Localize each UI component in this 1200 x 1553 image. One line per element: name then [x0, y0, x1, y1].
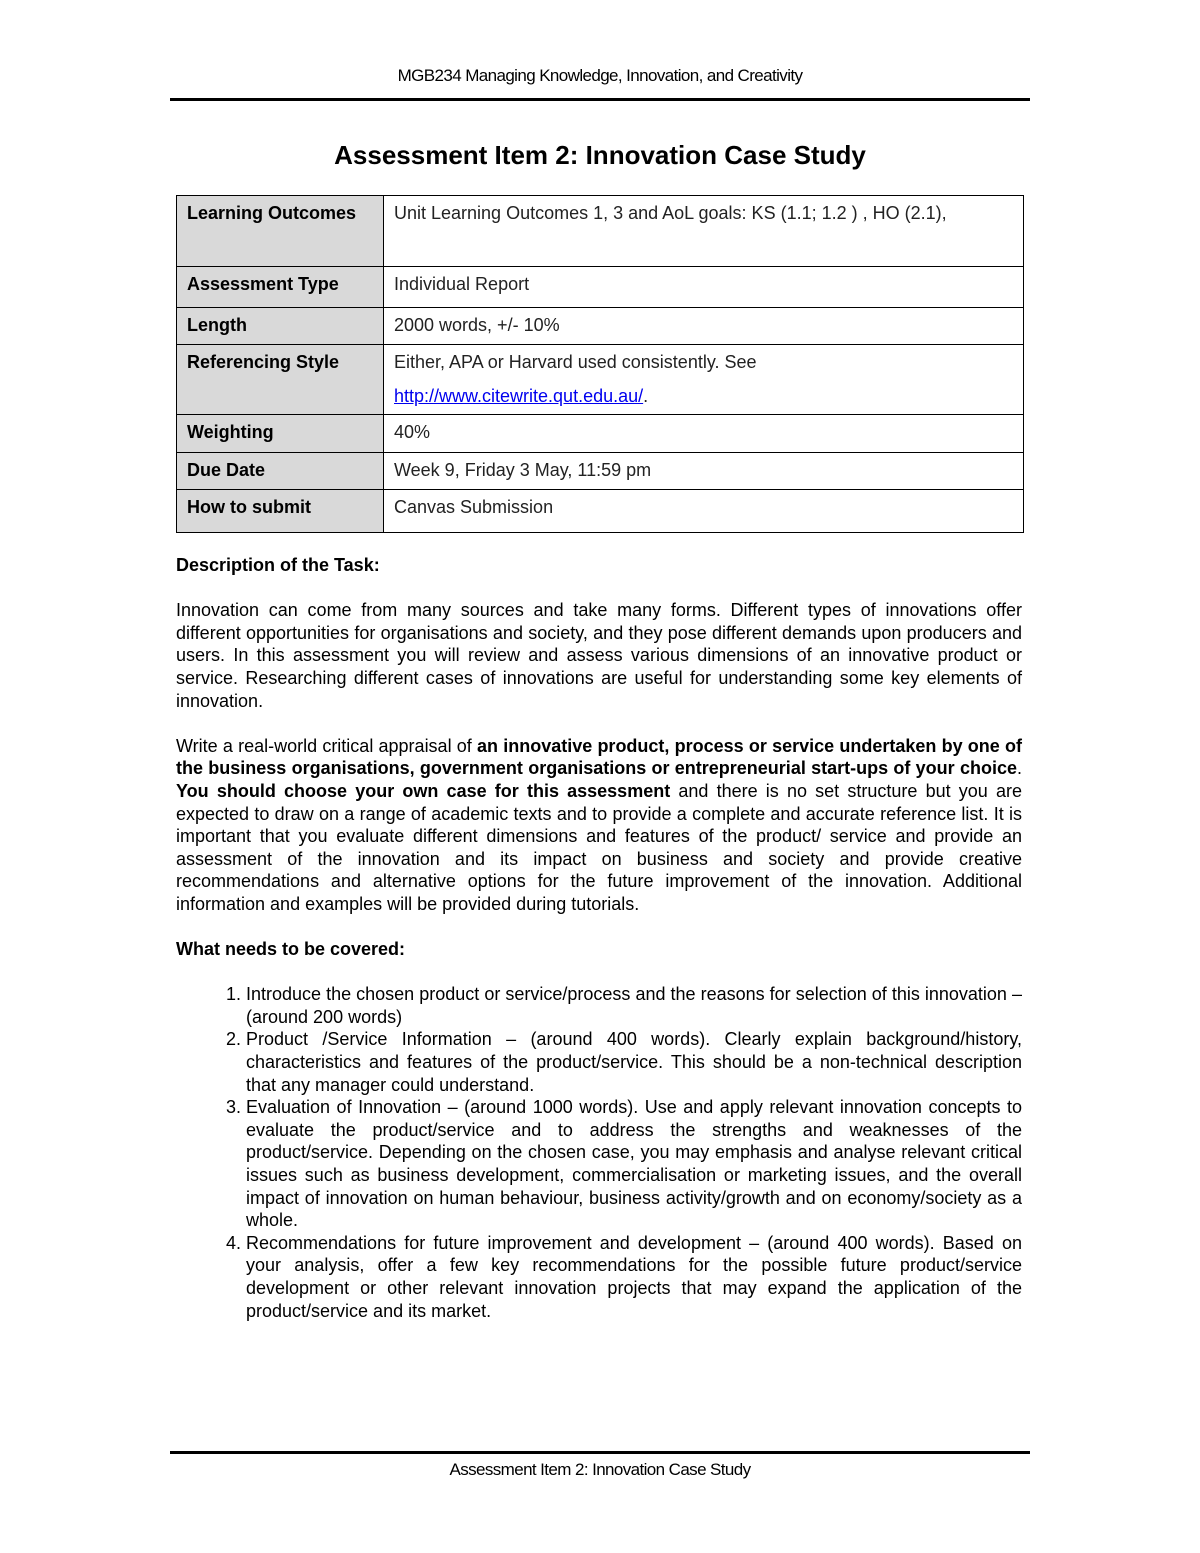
document-title: Assessment Item 2: Innovation Case Study: [334, 140, 866, 170]
coverage-heading: What needs to be covered:: [176, 939, 406, 960]
assessment-info-table: [176, 195, 1024, 533]
page-header: MGB234 Managing Knowledge, Innovation, and Creativity: [397, 66, 803, 85]
para2-mid: .: [1016, 758, 1022, 779]
list-item: 1. Introduce the chosen product or service/process and the reasons for selection of this innovation – (around 200 words): [246, 983, 1022, 1028]
description-heading: Description of the Task:: [176, 555, 380, 575]
row-label: Learning Outcomes: [177, 196, 384, 267]
description-paragraph-1: Innovation can come from many sources and take many forms. Different types of innovations offer different opportunities for organisations and society, and they pose different demands upon producers and users. In this assessment you will review and assess various dimensions of an innovative product or service. Researching different cases of innovations are useful for understanding some key elements of innovation.: [176, 600, 1022, 711]
link-suffix: .: [643, 386, 649, 406]
row-value: Individual Report: [384, 267, 1024, 308]
row-label: Length: [177, 308, 384, 345]
row-label: Due Date: [177, 453, 384, 490]
row-value: 40%: [384, 415, 1024, 453]
row-label: How to submit: [177, 490, 384, 533]
page-footer: Assessment Item 2: Innovation Case Study: [449, 1460, 751, 1479]
header-rule: [170, 98, 1030, 101]
row-value: [384, 345, 1024, 415]
table-row: [177, 415, 1024, 453]
row-value: Unit Learning Outcomes 1, 3 and AoL goals: KS (1.1; 1.2 ) , HO (2.1),: [384, 196, 1024, 267]
list-item: 2. Product /Service Information – (around 400 words). Clearly explain background/history, characteristics and features of the product/service. This should be a non-technical description that any manager could understand.: [246, 1028, 1022, 1096]
citewrite-link[interactable]: http://www.citewrite.qut.edu.au/: [394, 386, 644, 406]
row-label: Weighting: [177, 415, 384, 453]
para2-end: and there is no set structure but you are expected to draw on a range of academic texts and to provide a complete and accurate reference list. It is important that you evaluate different dimensions and features of the product/ service and provide an assessment of the innovation and its impact on business and society and provide creative recommendations and alternative options for the future improvement of the innovation. Additional information and examples will be provided during tutorials.: [176, 780, 1022, 914]
row-value: Canvas Submission: [384, 490, 1024, 533]
para2-start: Write a real-world critical appraisal of: [176, 735, 477, 756]
description-paragraph-2: [176, 735, 1022, 916]
table-row: [177, 308, 1024, 345]
row-value: 2000 words, +/- 10%: [384, 308, 1024, 345]
table-row: [177, 267, 1024, 308]
table-row: [177, 196, 1024, 267]
para2-bold-2: You should choose your own case for this assessment: [176, 780, 671, 801]
list-item: 4. Recommendations for future improvement and development – (around 400 words). Based on your analysis, offer a few key recommendations for the possible future product/service development or other relevant innovation projects that may expand the application of the product/service and its market.: [246, 1232, 1022, 1322]
list-item: 3. Evaluation of Innovation – (around 1000 words). Use and apply relevant innovation concepts to evaluate the product/service and to address the strengths and weaknesses of the product/service. Depending on the chosen case, you may emphasis and analyse relevant critical issues such as business development, commercialisation or marketing issues, and the overall impact of innovation on human behaviour, business activity/growth and on economy/society as a whole.: [246, 1096, 1022, 1232]
table-row: [177, 345, 1024, 415]
task-body: [176, 554, 1022, 1322]
table-row: [177, 453, 1024, 490]
row-label: Referencing Style: [177, 345, 384, 415]
coverage-list: [176, 983, 1022, 1322]
row-value: Week 9, Friday 3 May, 11:59 pm: [384, 453, 1024, 490]
row-label: Assessment Type: [177, 267, 384, 308]
para2-bold-1: an innovative product, process or service undertaken by one of the business organisations, government organisations or entrepreneurial start-ups of your choice: [176, 735, 1022, 779]
referencing-text: Either, APA or Harvard used consistently. See: [394, 352, 757, 372]
footer-rule: [170, 1451, 1030, 1454]
table-row: [177, 490, 1024, 533]
